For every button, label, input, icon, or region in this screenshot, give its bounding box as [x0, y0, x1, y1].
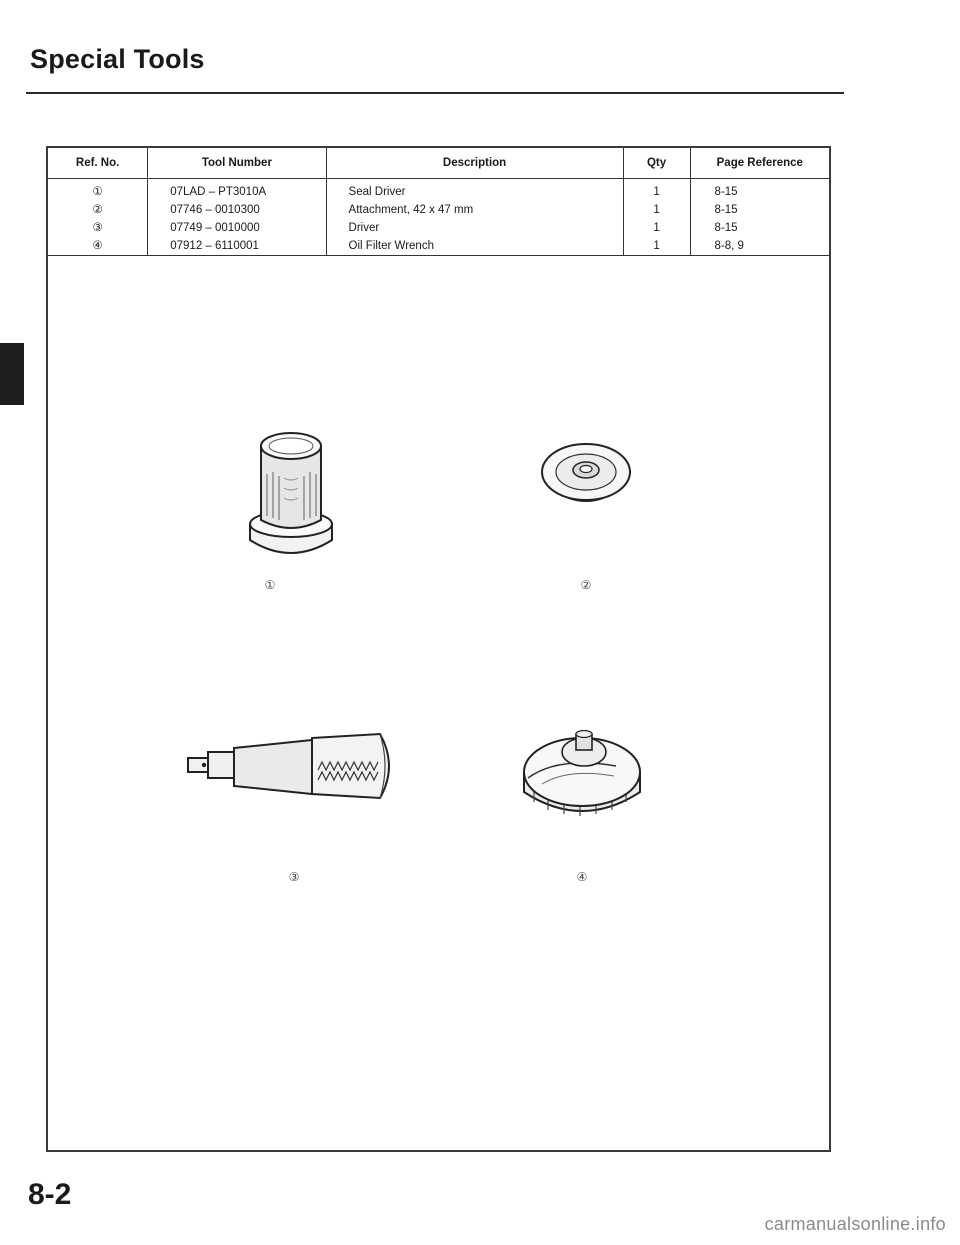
illustration-label-3: ③ — [288, 870, 300, 884]
page-reference-cell: 8-15 — [690, 179, 829, 202]
tool-number-cell: 07746 – 0010300 — [148, 201, 326, 219]
tool-number-cell: 07912 – 6110001 — [148, 237, 326, 256]
ref-cell: ① — [92, 186, 103, 198]
tool-number-cell: 07LAD – PT3010A — [148, 179, 326, 202]
driver-illustration — [184, 732, 406, 804]
description-cell: Oil Filter Wrench — [326, 237, 623, 256]
page-reference-cell: 8-15 — [690, 201, 829, 219]
column-header-ref-no: Ref. No. — [48, 148, 148, 179]
column-header-qty: Qty — [623, 148, 690, 179]
illustration-label-1: ① — [264, 578, 276, 592]
tool-number-cell: 07749 – 0010000 — [148, 219, 326, 237]
description-cell: Seal Driver — [326, 179, 623, 202]
attachment-illustration — [538, 434, 634, 518]
qty-cell: 1 — [623, 219, 690, 237]
page-number: 8-2 — [28, 1178, 72, 1211]
page-reference-cell: 8-15 — [690, 219, 829, 237]
description-cell: Driver — [326, 219, 623, 237]
illustration-label-4: ④ — [576, 870, 588, 884]
column-header-page-reference: Page Reference — [690, 148, 829, 179]
qty-cell: 1 — [623, 179, 690, 202]
ref-cell: ③ — [92, 222, 103, 234]
special-tools-frame — [46, 146, 831, 1152]
seal-driver-illustration — [246, 416, 336, 556]
table-row — [48, 219, 829, 237]
watermark: carmanualsonline.info — [764, 1214, 946, 1234]
table-row — [48, 237, 829, 256]
section-tab-marker — [0, 343, 24, 405]
oil-filter-wrench-illustration — [518, 722, 646, 826]
description-cell: Attachment, 42 x 47 mm — [326, 201, 623, 219]
title-rule — [26, 92, 844, 94]
special-tools-table — [48, 148, 829, 256]
qty-cell: 1 — [623, 201, 690, 219]
ref-cell: ④ — [48, 237, 148, 256]
table-header-row — [48, 148, 829, 179]
page-title: Special Tools — [30, 44, 205, 74]
qty-cell: 1 — [623, 237, 690, 256]
page-reference-cell: 8-8, 9 — [690, 237, 829, 256]
column-header-tool-number: Tool Number — [148, 148, 326, 179]
table-row — [48, 201, 829, 219]
column-header-description: Description — [326, 148, 623, 179]
illustration-label-2: ② — [580, 578, 592, 592]
ref-cell: ② — [92, 204, 103, 216]
table-row — [48, 179, 829, 202]
